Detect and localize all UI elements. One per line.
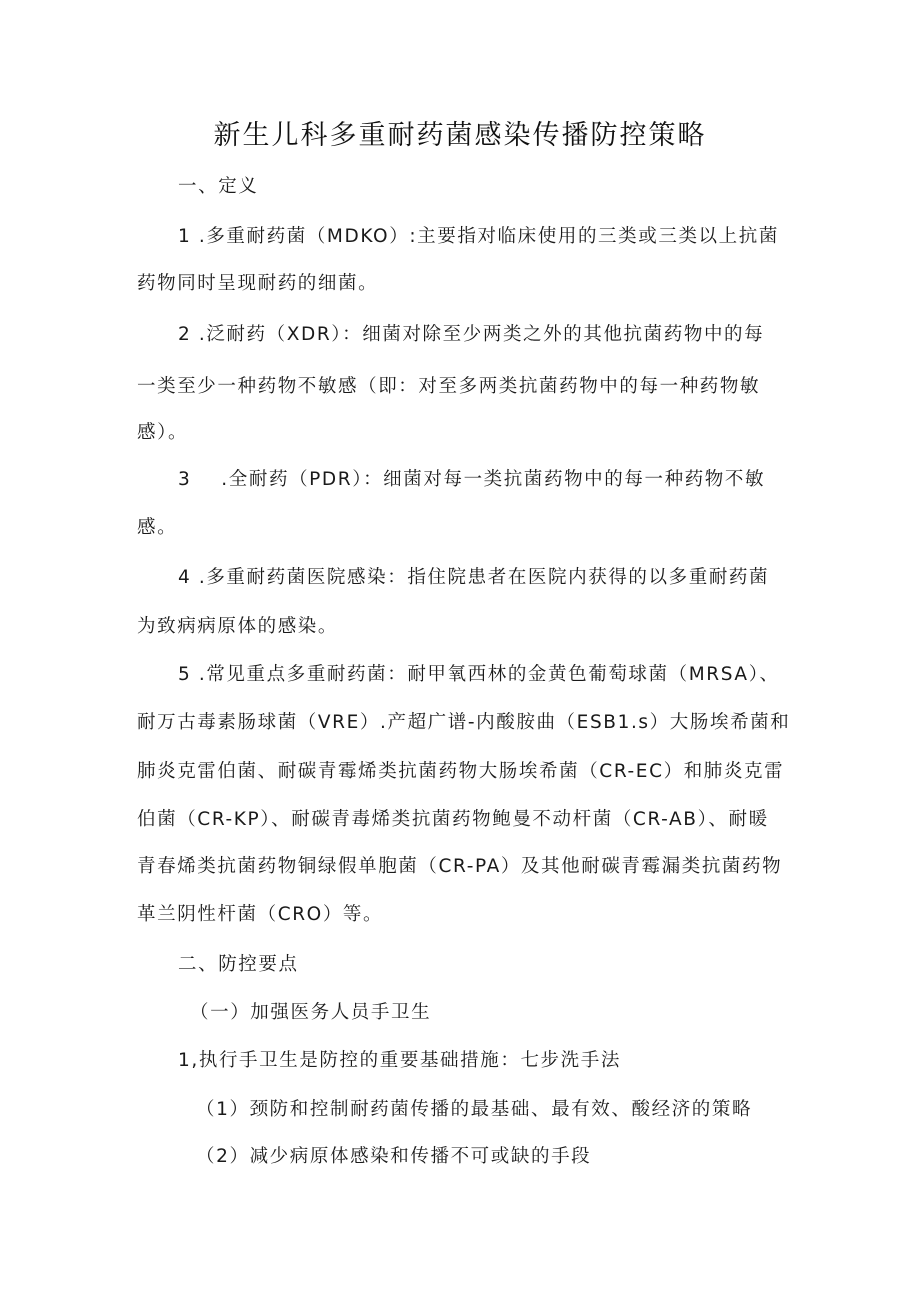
paragraph-line: 耐万古毒素肠球菌（VRE）.产超广谱-内酸胺曲（ESB1.s）大肠埃希菌和 <box>137 712 791 733</box>
document-title: 新生儿科多重耐药菌感染传播防控策略 <box>213 120 707 151</box>
paragraph-line: 伯菌（CR-KP）、耐碳青毒烯类抗菌药物鲍曼不动杆菌（CR-AB）、耐暖 <box>137 809 769 830</box>
paragraph-line: 肺炎克雷伯菌、耐碳青霉烯类抗菌药物大肠埃希菌（CR-EC）和肺炎克雷 <box>137 761 785 782</box>
paragraph-line: 为致病病原体的感染。 <box>137 616 339 637</box>
paragraph-line: 4 .多重耐药菌医院感染：指住院患者在医院内获得的以多重耐药菌 <box>178 567 770 588</box>
paragraph-line: 药物同时呈现耐药的细菌。 <box>137 273 379 294</box>
paragraph-line: 革兰阴性杆菌（CRO）等。 <box>137 904 384 925</box>
paragraph-line: 5 .常见重点多重耐药菌：耐甲氧西林的金黄色葡萄球菌（MRSA）、 <box>178 664 780 685</box>
heading-definition: 一、定义 <box>178 176 259 197</box>
paragraph-line: 感。 <box>137 517 178 538</box>
paragraph-line: 青春烯类抗菌药物铜绿假单胞菌（CR-PA）及其他耐碳青霉漏类抗菌药物 <box>137 856 783 877</box>
paragraph-line: 一类至少一种药物不敏感（即：对至多两类抗菌药物中的每一种药物敏 <box>137 376 761 397</box>
heading-prevention: 二、防控要点 <box>178 954 299 975</box>
list-item: （2）减少病原体感染和传播不可或缺的手段 <box>196 1146 592 1167</box>
paragraph-line: 感）。 <box>137 422 189 443</box>
paragraph-line: 3 .全耐药（PDR）：细菌对每一类抗菌药物中的每一种药物不敏 <box>178 469 766 490</box>
paragraph-line: 1 .多重耐药菌（MDKO）:主要指对临床使用的三类或三类以上抗菌 <box>178 226 779 247</box>
list-item: （1）颈防和控制耐药菌传播的最基础、最有效、酸经济的策略 <box>196 1099 753 1120</box>
paragraph-line: 1,执行手卫生是防控的重要基础措施：七步洗手法 <box>178 1050 621 1071</box>
paragraph-line: 2 .泛耐药（XDR）：细菌对除至少两类之外的其他抗菌药物中的每 <box>178 324 765 345</box>
subheading-hand-hygiene: （一）加强医务人员手卫生 <box>190 1002 432 1023</box>
